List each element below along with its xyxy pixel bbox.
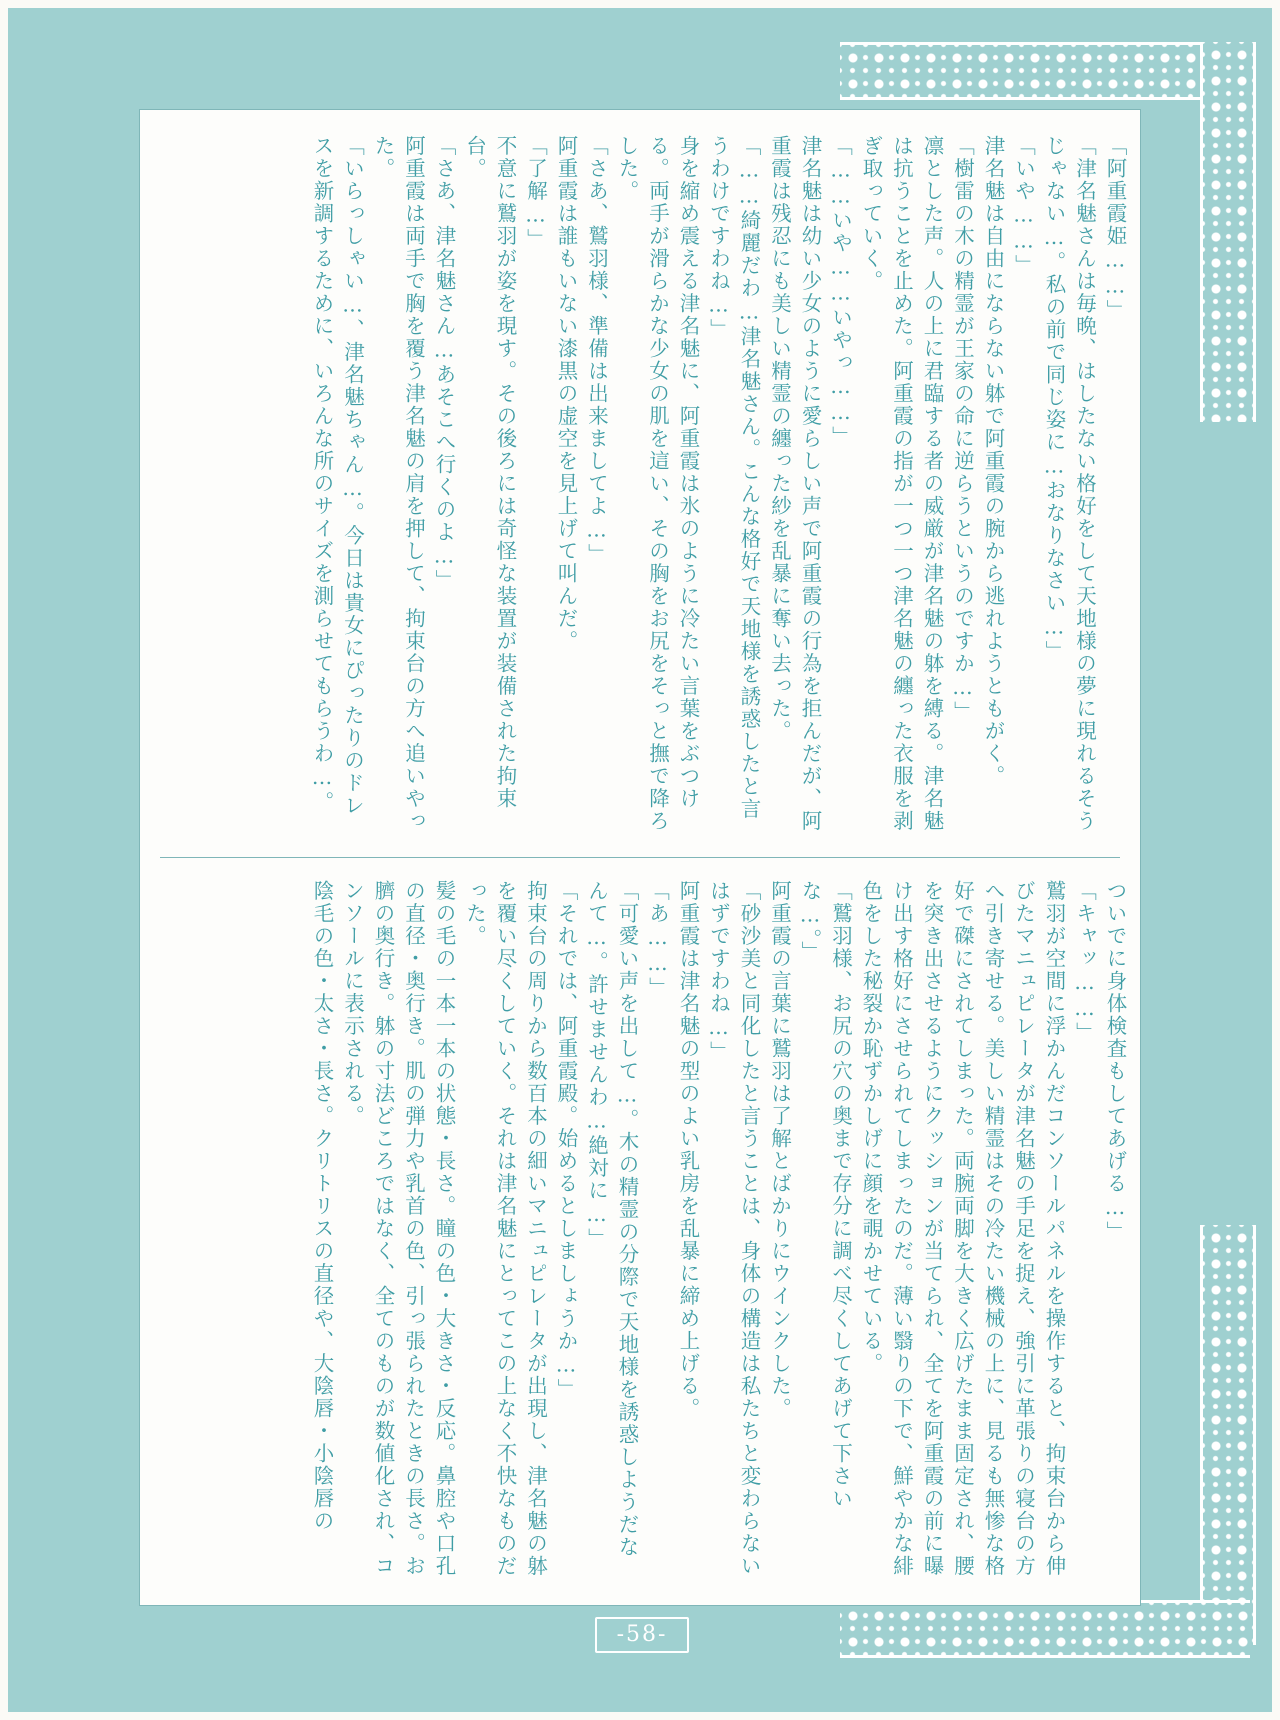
paragraph: 拘束台の周りから数百本の細いマニュピレータが出現し、津名魅の躰を覆い尽くしていく。それは津名魅にとってこの上なく不快なものだった。 — [462, 880, 548, 1578]
paragraph: 「……綺麗だわ…津名魅さん。こんな格好で天地様を誘惑したと言うわけですわね…」 — [706, 135, 761, 821]
paragraph: 阿重霞は津名魅の型のよい乳房を乱暴に締め上げる。 — [676, 880, 700, 1420]
paragraph: 阿重霞は両手で胸を覆う津名魅の肩を押して、拘束台の方へ追いやった。 — [371, 135, 426, 833]
paragraph: 「砂沙美と同化したと言うことは、身体の構造は私たちと変わらないはずですわね…」 — [706, 880, 761, 1578]
paragraph: 「可愛い声を出して…。木の精霊の分際で天地様を誘惑しようだなんて…。許せませんわ…絶対に…」 — [584, 880, 639, 1559]
paragraph: 「樹雷の木の精霊が王家の命に逆らうというのですか…」 — [950, 135, 975, 724]
paragraph: 「鷲羽様、お尻の穴の奥まで存分に調べ尽くしてあげて下さいな…。」 — [798, 880, 853, 1510]
lower-text-column — [150, 880, 1130, 1580]
upper-text-column — [150, 135, 1130, 835]
paragraph: 「いらっしゃい…、津名魅ちゃん…。今日は貴女にぴったりのドレスを新調するために、いろんな所のサイズを測らせてもらうわ…。 — [310, 135, 365, 817]
paragraph: 阿重霞の言葉に鷲羽は了解とばかりにウインクした。 — [767, 880, 792, 1420]
paragraph: 陰毛の色・太さ・長さ。クリトリスの直径や、大陰唇・小陰唇の — [310, 880, 334, 1533]
paragraph: 「あ……」 — [645, 880, 670, 1000]
lace-border-top-ornament — [840, 42, 1250, 100]
paragraph: 凛とした声。人の上に君臨する者の威厳が津名魅の躰を縛る。津名魅は抗うことを止めた。阿重霞の指が一つ一つ津名魅の纏った衣服を剥ぎ取っていく。 — [859, 135, 944, 833]
paragraph: 不意に鷲羽が姿を現す。その後ろには奇怪な装置が装備された拘束台。 — [462, 135, 517, 810]
paragraph: 「キャッ……」 — [1072, 880, 1097, 1045]
paragraph: 「いや……」 — [1011, 135, 1036, 277]
paragraph: 「さあ、津名魅さん…あそこへ行くのよ…」 — [432, 135, 456, 592]
paragraph: 「……いや……いやっ……」 — [828, 135, 853, 449]
paragraph: 「それでは、阿重霞殿。始めるとしましょうか…」 — [554, 880, 578, 1401]
paragraph: 髪の毛の一本一本の状態・長さ。瞳の色・大きさ・反応。鼻腔や口孔の直径・奥行き。肌の弾力や乳首の色、引っ張られたときの長さ。お臍の奥行き。躰の寸法どころではなく、全てのものが数値化され、コンソールに表示される。 — [340, 880, 456, 1578]
paragraph: 鷲羽が空間に浮かんだコンソールパネルを操作すると、拘束台から伸びたマニュピレータが津名魅の手足を捉え、強引に革張りの寝台の方へ引き寄せる。美しい精霊はその冷たい機械の上に、見るも無惨な格好で磔にされてしまった。両腕両脚を大きく広げたまま固定され、腰を突き出させるようにクッションが当てられ、全てを阿重霞の前に曝け出す格好にさせられてしまったのだ。薄い翳りの下で、鮮やかな緋色をした秘裂か恥ずかしげに顔を覗かせている。 — [859, 880, 1066, 1578]
column-divider — [160, 857, 1120, 858]
paragraph: 身を縮め震える津名魅に、阿重霞は氷のように冷たい言葉をぶつける。両手が滑らかな少女の肌を這い、その胸をお尻をそっと撫で降ろした。 — [615, 135, 700, 833]
lace-border-bottom-ornament — [840, 1600, 1250, 1658]
lace-border-right-bottom-ornament — [1200, 1225, 1256, 1645]
paragraph: 「さあ、鷲羽様、準備は出来ましてよ…」 — [584, 135, 609, 566]
paragraph: 「津名魅さんは毎晩、はしたない格好をして天地様の夢に現れるそうじゃない…。私の前で同じ姿に…おなりなさい…」 — [1042, 135, 1097, 833]
paragraph: 阿重霞は誰もいない漆黒の虚空を見上げて叫んだ。 — [554, 135, 578, 653]
paragraph: 「了解…」 — [523, 135, 548, 251]
paragraph: ついでに身体検査もしてあげる…」 — [1103, 880, 1127, 1244]
paragraph: 津名魅は自由にならない躰で阿重霞の腕から逃れようともがく。 — [981, 135, 1005, 788]
page-number: -58- — [595, 1617, 689, 1653]
lace-border-right-top-ornament — [1200, 42, 1256, 422]
paragraph: 津名魅は幼い少女のように愛らしい声で阿重霞の行為を拒んだが、阿重霞は残忍にも美しい精霊の纏った紗を乱暴に奪い去った。 — [767, 135, 822, 833]
paragraph: 「阿重霞姫……」 — [1103, 135, 1127, 322]
